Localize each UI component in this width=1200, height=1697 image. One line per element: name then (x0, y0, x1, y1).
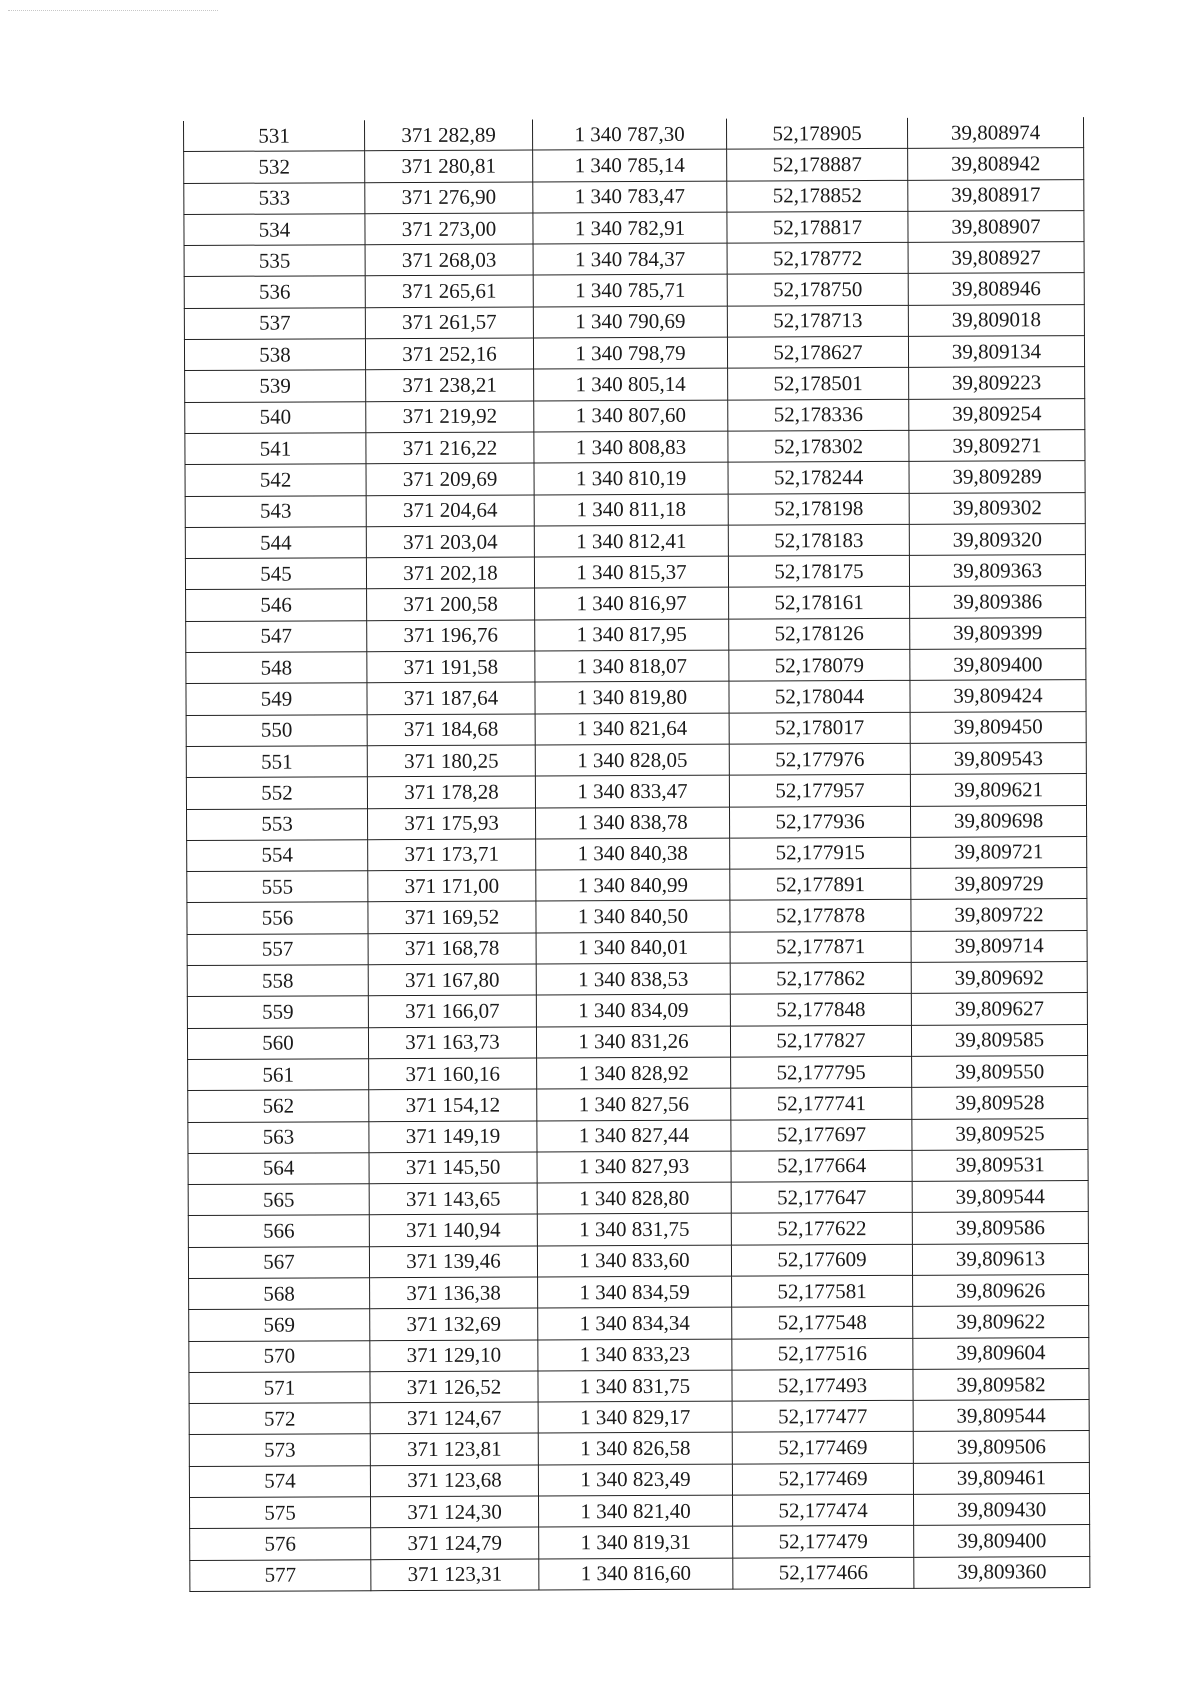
table-row (188, 1181, 1088, 1216)
table-row (187, 868, 1087, 903)
longitude-cell: 39,809400 (914, 1525, 1090, 1557)
y-coordinate-cell: 1 340 821,40 (539, 1495, 733, 1527)
longitude-cell: 39,809302 (909, 492, 1085, 524)
longitude-cell: 39,809714 (911, 930, 1087, 962)
latitude-cell: 52,178905 (726, 118, 907, 150)
x-coordinate-cell: 371 154,12 (369, 1089, 537, 1121)
point-number-cell: 573 (189, 1434, 370, 1466)
table-row (188, 1212, 1088, 1247)
x-coordinate-cell: 371 178,28 (367, 776, 535, 808)
latitude-cell: 52,178183 (728, 524, 909, 556)
point-number-cell: 550 (186, 714, 367, 746)
point-number-cell: 548 (186, 652, 367, 684)
point-number-cell: 576 (190, 1528, 371, 1560)
x-coordinate-cell: 371 204,64 (366, 495, 534, 527)
y-coordinate-cell: 1 340 816,60 (539, 1558, 733, 1590)
y-coordinate-cell: 1 340 828,05 (535, 744, 729, 776)
point-number-cell: 556 (187, 902, 368, 934)
latitude-cell: 52,178161 (729, 587, 910, 619)
x-coordinate-cell: 371 219,92 (366, 401, 534, 433)
longitude-cell: 39,809582 (913, 1368, 1089, 1400)
table-row (185, 398, 1085, 433)
point-number-cell: 565 (188, 1184, 369, 1216)
table-row (188, 1149, 1088, 1184)
latitude-cell: 52,177697 (731, 1119, 912, 1151)
longitude-cell: 39,809289 (909, 461, 1085, 493)
point-number-cell: 572 (189, 1403, 370, 1435)
latitude-cell: 52,178126 (729, 618, 910, 650)
y-coordinate-cell: 1 340 811,18 (534, 494, 728, 526)
x-coordinate-cell: 371 202,18 (366, 557, 534, 589)
coordinates-table-wrapper (183, 117, 1084, 1592)
x-coordinate-cell: 371 187,64 (367, 682, 535, 714)
y-coordinate-cell: 1 340 816,97 (535, 588, 729, 620)
y-coordinate-cell: 1 340 829,17 (538, 1401, 732, 1433)
latitude-cell: 52,177609 (731, 1244, 912, 1276)
y-coordinate-cell: 1 340 807,60 (534, 400, 728, 432)
point-number-cell: 543 (185, 495, 366, 527)
y-coordinate-cell: 1 340 818,07 (535, 650, 729, 682)
x-coordinate-cell: 371 168,78 (368, 933, 536, 965)
y-coordinate-cell: 1 340 812,41 (534, 525, 728, 557)
point-number-cell: 571 (189, 1372, 370, 1404)
y-coordinate-cell: 1 340 827,93 (537, 1151, 731, 1183)
longitude-cell: 39,809018 (908, 304, 1084, 336)
x-coordinate-cell: 371 145,50 (369, 1152, 537, 1184)
longitude-cell: 39,809461 (913, 1462, 1089, 1494)
y-coordinate-cell: 1 340 823,49 (538, 1464, 732, 1496)
point-number-cell: 536 (184, 276, 365, 308)
latitude-cell: 52,177469 (732, 1463, 913, 1495)
latitude-cell: 52,177548 (732, 1307, 913, 1339)
table-row (185, 367, 1085, 402)
latitude-cell: 52,177915 (730, 837, 911, 869)
table-row (186, 617, 1086, 652)
x-coordinate-cell: 371 200,58 (367, 588, 535, 620)
latitude-cell: 52,178302 (728, 430, 909, 462)
longitude-cell: 39,809550 (912, 1055, 1088, 1087)
latitude-cell: 52,177795 (731, 1056, 912, 1088)
latitude-cell: 52,178336 (728, 399, 909, 431)
longitude-cell: 39,808927 (908, 242, 1084, 274)
latitude-cell: 52,178175 (728, 555, 909, 587)
point-number-cell: 575 (190, 1497, 371, 1529)
longitude-cell: 39,809360 (914, 1556, 1090, 1588)
y-coordinate-cell: 1 340 785,14 (533, 149, 727, 181)
longitude-cell: 39,809698 (910, 805, 1086, 837)
x-coordinate-cell: 371 191,58 (367, 651, 535, 683)
x-coordinate-cell: 371 140,94 (369, 1214, 537, 1246)
longitude-cell: 39,809254 (909, 398, 1085, 430)
x-coordinate-cell: 371 238,21 (366, 369, 534, 401)
y-coordinate-cell: 1 340 838,78 (535, 807, 729, 839)
x-coordinate-cell: 371 139,46 (369, 1246, 537, 1278)
x-coordinate-cell: 371 136,38 (370, 1277, 538, 1309)
y-coordinate-cell: 1 340 815,37 (534, 556, 728, 588)
y-coordinate-cell: 1 340 787,30 (532, 119, 726, 151)
latitude-cell: 52,177862 (730, 962, 911, 994)
y-coordinate-cell: 1 340 831,75 (537, 1214, 731, 1246)
longitude-cell: 39,809621 (910, 774, 1086, 806)
latitude-cell: 52,178044 (729, 681, 910, 713)
longitude-cell: 39,808974 (907, 117, 1083, 149)
latitude-cell: 52,177827 (730, 1025, 911, 1057)
x-coordinate-cell: 371 180,25 (367, 745, 535, 777)
x-coordinate-cell: 371 124,79 (371, 1527, 539, 1559)
scan-artifact-line (8, 10, 218, 11)
longitude-cell: 39,809400 (910, 649, 1086, 681)
latitude-cell: 52,177878 (730, 900, 911, 932)
latitude-cell: 52,177474 (733, 1494, 914, 1526)
y-coordinate-cell: 1 340 833,23 (538, 1339, 732, 1371)
latitude-cell: 52,177493 (732, 1369, 913, 1401)
table-row (187, 805, 1087, 840)
table-row (189, 1368, 1089, 1403)
point-number-cell: 551 (186, 746, 367, 778)
y-coordinate-cell: 1 340 828,92 (537, 1057, 731, 1089)
point-number-cell: 552 (186, 777, 367, 809)
point-number-cell: 533 (184, 182, 365, 214)
x-coordinate-cell: 371 265,61 (365, 275, 533, 307)
longitude-cell: 39,809134 (908, 336, 1084, 368)
y-coordinate-cell: 1 340 831,26 (536, 1026, 730, 1058)
latitude-cell: 52,177466 (733, 1557, 914, 1589)
x-coordinate-cell: 371 166,07 (368, 995, 536, 1027)
x-coordinate-cell: 371 261,57 (365, 307, 533, 339)
longitude-cell: 39,808942 (908, 148, 1084, 180)
point-number-cell: 555 (187, 871, 368, 903)
latitude-cell: 52,177516 (732, 1338, 913, 1370)
point-number-cell: 560 (187, 1027, 368, 1059)
y-coordinate-cell: 1 340 827,56 (537, 1088, 731, 1120)
x-coordinate-cell: 371 184,68 (367, 714, 535, 746)
x-coordinate-cell: 371 160,16 (369, 1058, 537, 1090)
longitude-cell: 39,809363 (909, 555, 1085, 587)
point-number-cell: 561 (188, 1059, 369, 1091)
table-row (184, 336, 1084, 371)
longitude-cell: 39,809528 (912, 1087, 1088, 1119)
table-row (184, 117, 1084, 152)
x-coordinate-cell: 371 209,69 (366, 463, 534, 495)
y-coordinate-cell: 1 340 838,53 (536, 963, 730, 995)
y-coordinate-cell: 1 340 828,80 (537, 1182, 731, 1214)
point-number-cell: 532 (184, 151, 365, 183)
y-coordinate-cell: 1 340 805,14 (534, 369, 728, 401)
point-number-cell: 564 (188, 1152, 369, 1184)
longitude-cell: 39,809604 (913, 1337, 1089, 1369)
coordinates-table (183, 117, 1090, 1592)
longitude-cell: 39,809729 (911, 868, 1087, 900)
longitude-cell: 39,809721 (911, 836, 1087, 868)
latitude-cell: 52,178713 (727, 305, 908, 337)
x-coordinate-cell: 371 276,90 (365, 182, 533, 214)
latitude-cell: 52,178244 (728, 462, 909, 494)
point-number-cell: 545 (185, 558, 366, 590)
x-coordinate-cell: 371 123,81 (370, 1433, 538, 1465)
point-number-cell: 567 (188, 1246, 369, 1278)
y-coordinate-cell: 1 340 782,91 (533, 212, 727, 244)
longitude-cell: 39,809525 (912, 1118, 1088, 1150)
longitude-cell: 39,809586 (912, 1212, 1088, 1244)
point-number-cell: 537 (184, 307, 365, 339)
x-coordinate-cell: 371 132,69 (370, 1308, 538, 1340)
table-row (189, 1337, 1089, 1372)
latitude-cell: 52,177848 (730, 994, 911, 1026)
x-coordinate-cell: 371 175,93 (368, 807, 536, 839)
table-row (186, 586, 1086, 621)
table-row (186, 743, 1086, 778)
longitude-cell: 39,808917 (908, 179, 1084, 211)
longitude-cell: 39,809722 (911, 899, 1087, 931)
longitude-cell: 39,809627 (911, 993, 1087, 1025)
x-coordinate-cell: 371 203,04 (366, 526, 534, 558)
longitude-cell: 39,809450 (910, 711, 1086, 743)
table-row (187, 899, 1087, 934)
latitude-cell: 52,177936 (729, 806, 910, 838)
table-row (185, 492, 1085, 527)
y-coordinate-cell: 1 340 833,47 (535, 775, 729, 807)
latitude-cell: 52,178887 (727, 149, 908, 181)
point-number-cell: 531 (184, 120, 365, 152)
table-row (184, 179, 1084, 214)
longitude-cell: 39,809430 (913, 1494, 1089, 1526)
point-number-cell: 554 (187, 840, 368, 872)
y-coordinate-cell: 1 340 783,47 (533, 181, 727, 213)
latitude-cell: 52,178817 (727, 211, 908, 243)
point-number-cell: 549 (186, 683, 367, 715)
point-number-cell: 574 (189, 1465, 370, 1497)
table-row (189, 1462, 1089, 1497)
y-coordinate-cell: 1 340 790,69 (533, 306, 727, 338)
x-coordinate-cell: 371 123,68 (370, 1465, 538, 1497)
x-coordinate-cell: 371 196,76 (367, 620, 535, 652)
x-coordinate-cell: 371 126,52 (370, 1371, 538, 1403)
latitude-cell: 52,178852 (727, 180, 908, 212)
latitude-cell: 52,178750 (727, 274, 908, 306)
latitude-cell: 52,177741 (731, 1088, 912, 1120)
longitude-cell: 39,809543 (910, 743, 1086, 775)
longitude-cell: 39,809585 (911, 1024, 1087, 1056)
latitude-cell: 52,177477 (732, 1400, 913, 1432)
point-number-cell: 539 (185, 370, 366, 402)
y-coordinate-cell: 1 340 827,44 (537, 1120, 731, 1152)
point-number-cell: 546 (186, 589, 367, 621)
y-coordinate-cell: 1 340 834,09 (536, 994, 730, 1026)
latitude-cell: 52,178627 (727, 336, 908, 368)
point-number-cell: 534 (184, 214, 365, 246)
table-row (187, 993, 1087, 1028)
y-coordinate-cell: 1 340 784,37 (533, 243, 727, 275)
x-coordinate-cell: 371 163,73 (368, 1027, 536, 1059)
longitude-cell: 39,809544 (912, 1181, 1088, 1213)
table-row (186, 711, 1086, 746)
y-coordinate-cell: 1 340 798,79 (533, 337, 727, 369)
y-coordinate-cell: 1 340 817,95 (535, 619, 729, 651)
table-row (186, 680, 1086, 715)
latitude-cell: 52,177957 (729, 775, 910, 807)
table-row (190, 1494, 1090, 1529)
y-coordinate-cell: 1 340 831,75 (538, 1370, 732, 1402)
y-coordinate-cell: 1 340 808,83 (534, 431, 728, 463)
point-number-cell: 557 (187, 933, 368, 965)
point-number-cell: 535 (184, 245, 365, 277)
longitude-cell: 39,808907 (908, 210, 1084, 242)
y-coordinate-cell: 1 340 834,59 (538, 1276, 732, 1308)
latitude-cell: 52,177871 (730, 931, 911, 963)
table-row (189, 1306, 1089, 1341)
table-row (184, 148, 1084, 183)
x-coordinate-cell: 371 169,52 (368, 901, 536, 933)
table-row (187, 962, 1087, 997)
table-row (188, 1243, 1088, 1278)
table-row (187, 836, 1087, 871)
point-number-cell: 558 (187, 965, 368, 997)
y-coordinate-cell: 1 340 785,71 (533, 275, 727, 307)
point-number-cell: 538 (184, 339, 365, 371)
y-coordinate-cell: 1 340 819,80 (535, 681, 729, 713)
latitude-cell: 52,177479 (733, 1526, 914, 1558)
x-coordinate-cell: 371 124,30 (371, 1496, 539, 1528)
latitude-cell: 52,177664 (731, 1150, 912, 1182)
latitude-cell: 52,177469 (732, 1432, 913, 1464)
y-coordinate-cell: 1 340 840,50 (536, 901, 730, 933)
latitude-cell: 52,177647 (731, 1181, 912, 1213)
longitude-cell: 39,808946 (908, 273, 1084, 305)
longitude-cell: 39,809531 (912, 1149, 1088, 1181)
y-coordinate-cell: 1 340 819,31 (539, 1526, 733, 1558)
point-number-cell: 570 (189, 1340, 370, 1372)
table-row (185, 523, 1085, 558)
point-number-cell: 577 (190, 1559, 371, 1591)
latitude-cell: 52,178079 (729, 649, 910, 681)
point-number-cell: 540 (185, 401, 366, 433)
x-coordinate-cell: 371 273,00 (365, 213, 533, 245)
x-coordinate-cell: 371 216,22 (366, 432, 534, 464)
longitude-cell: 39,809626 (913, 1275, 1089, 1307)
longitude-cell: 39,809320 (909, 523, 1085, 555)
point-number-cell: 568 (189, 1278, 370, 1310)
table-row (184, 304, 1084, 339)
x-coordinate-cell: 371 173,71 (368, 839, 536, 871)
longitude-cell: 39,809622 (913, 1306, 1089, 1338)
latitude-cell: 52,178501 (728, 368, 909, 400)
x-coordinate-cell: 371 149,19 (369, 1120, 537, 1152)
y-coordinate-cell: 1 340 826,58 (538, 1433, 732, 1465)
latitude-cell: 52,178772 (727, 243, 908, 275)
x-coordinate-cell: 371 124,67 (370, 1402, 538, 1434)
longitude-cell: 39,809544 (913, 1400, 1089, 1432)
table-row (185, 430, 1085, 465)
table-row (188, 1118, 1088, 1153)
table-row (187, 930, 1087, 965)
table-row (185, 555, 1085, 590)
y-coordinate-cell: 1 340 840,01 (536, 932, 730, 964)
x-coordinate-cell: 371 282,89 (364, 119, 532, 151)
point-number-cell: 547 (186, 620, 367, 652)
latitude-cell: 52,178017 (729, 712, 910, 744)
longitude-cell: 39,809424 (910, 680, 1086, 712)
table-row (190, 1556, 1090, 1591)
point-number-cell: 563 (188, 1121, 369, 1153)
table-row (184, 273, 1084, 308)
x-coordinate-cell: 371 129,10 (370, 1340, 538, 1372)
longitude-cell: 39,809386 (910, 586, 1086, 618)
table-row (189, 1275, 1089, 1310)
y-coordinate-cell: 1 340 834,34 (538, 1307, 732, 1339)
x-coordinate-cell: 371 123,31 (371, 1559, 539, 1591)
latitude-cell: 52,177891 (730, 868, 911, 900)
point-number-cell: 541 (185, 433, 366, 465)
table-row (186, 649, 1086, 684)
latitude-cell: 52,177976 (729, 743, 910, 775)
latitude-cell: 52,177622 (731, 1213, 912, 1245)
longitude-cell: 39,809399 (910, 617, 1086, 649)
x-coordinate-cell: 371 268,03 (365, 244, 533, 276)
y-coordinate-cell: 1 340 833,60 (537, 1245, 731, 1277)
y-coordinate-cell: 1 340 840,38 (536, 838, 730, 870)
table-row (188, 1087, 1088, 1122)
table-row (189, 1400, 1089, 1435)
point-number-cell: 566 (188, 1215, 369, 1247)
longitude-cell: 39,809613 (912, 1243, 1088, 1275)
table-row (186, 774, 1086, 809)
table-row (185, 461, 1085, 496)
x-coordinate-cell: 371 252,16 (365, 338, 533, 370)
point-number-cell: 553 (187, 808, 368, 840)
latitude-cell: 52,178198 (728, 493, 909, 525)
table-row (187, 1024, 1087, 1059)
table-row (190, 1525, 1090, 1560)
x-coordinate-cell: 371 171,00 (368, 870, 536, 902)
table-row (184, 242, 1084, 277)
y-coordinate-cell: 1 340 821,64 (535, 713, 729, 745)
longitude-cell: 39,809506 (913, 1431, 1089, 1463)
y-coordinate-cell: 1 340 810,19 (534, 462, 728, 494)
point-number-cell: 559 (187, 996, 368, 1028)
point-number-cell: 542 (185, 464, 366, 496)
table-row (188, 1055, 1088, 1090)
point-number-cell: 544 (185, 527, 366, 559)
x-coordinate-cell: 371 280,81 (365, 150, 533, 182)
coordinates-table-body (184, 117, 1090, 1591)
y-coordinate-cell: 1 340 840,99 (536, 869, 730, 901)
point-number-cell: 569 (189, 1309, 370, 1341)
longitude-cell: 39,809223 (909, 367, 1085, 399)
x-coordinate-cell: 371 167,80 (368, 964, 536, 996)
point-number-cell: 562 (188, 1090, 369, 1122)
longitude-cell: 39,809271 (909, 430, 1085, 462)
table-row (189, 1431, 1089, 1466)
longitude-cell: 39,809692 (911, 962, 1087, 994)
table-row (184, 210, 1084, 245)
x-coordinate-cell: 371 143,65 (369, 1183, 537, 1215)
latitude-cell: 52,177581 (732, 1275, 913, 1307)
